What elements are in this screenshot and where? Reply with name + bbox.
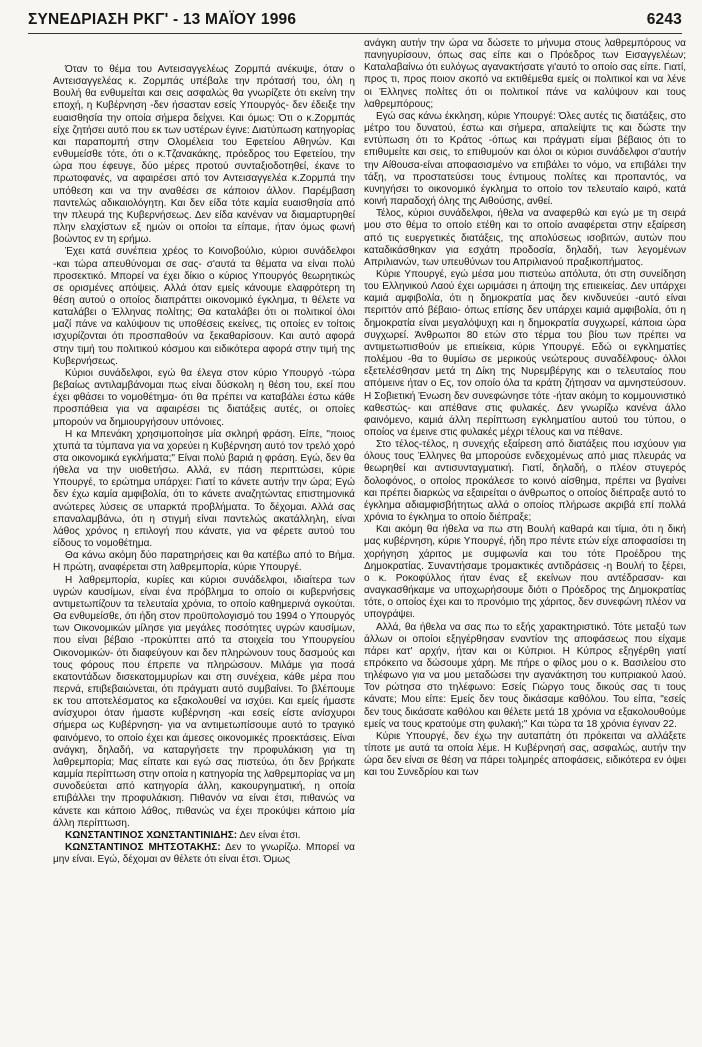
paragraph-text: Εγώ σας κάνω έκκληση, κύριε Υπουργέ: Όλες αυτές τις διατάξεις, στο μέτρο του δυνατού, έστω και σήμερα, απαλείψτε τις και δώστε την εντύπωση ότι το Κράτος -όπως και πράγματι είμαι βέβαιος ότι το επιθυμείτε και σεις, το επιθυμούν και όλοι οι κύριοι συνάδελφοι σ'αυτήν την Αίθουσα-είναι αποφασισμένο να επιβάλει το νόμο, να επιβάλει την τάξη, να προστατεύσει τους έντιμους πολίτες και προπαντός, να κυνηγήσει το οικονομικό έγκλημα το οποίο τον τελευταίο καιρό, κατά κοινή παραδοχή όλης της Αιθούσης, ανθεί.	[364, 110, 686, 208]
paragraph-text: Και ακόμη θα ήθελα να πω στη Βουλή καθαρά και τίμια, ότι η δική μας κυβέρνηση, κύριε Υπουργέ, ήδη προ πέντε ετών είχε αποφασίσει τη χορήγηση χάριτος με συμφωνία και του τότε Προέδρου της Δημοκρατίας. Συναντήσαμε τρομακτικές αντιδράσεις -η Βουλή το ξέρει, ο κ. Ροκοφύλλος ήταν ένας εξ εκείνων που αντέδρασαν- και αναγκασθήκαμε να υποχωρήσουμε διότι ο Πρόεδρος της Δημοκρατίας τότε, ο οποίος έχει και το προνόμιο της χάριτος, δεν συνεφώνη πλέον να υπογράψει.	[364, 524, 686, 621]
paragraph-text: Η λαθρεμπορία, κυρίες και κύριοι συνάδελφοι, ιδιαίτερα των υγρών καυσίμων, είναι ένα πρόβλημα το οποίο οι κυβερνήσεις αντιμετωπίζουν τα τελευταία χρόνια, το οποίο καθημερινά ογκούται. Θα ενθυμείσθε, ότι ήδη στον προϋπολογισμό του 1994 ο Υπουργός των Οικονομικών μίλησε για μεγάλες ποσότητες υγρών καυσίμων, που είναι βέβαιο -προκύπτει από τα στοιχεία του Υπουργείου Οικονομικών- ότι διαφεύγουν και δεν πληρώνουν τους δασμούς και τους φόρους που έπρεπε να πληρώσουν. Μιλάμε για ποσά εκατοντάδων δισεκατομμυρίων και στη συνέχεια, κάθε μέρα που περνά, επιβεβαιώνεται, ότι πράγματι αυτό συμβαίνει. Το βλέπουμε εκ του αποτελέσματος κα εξακολουθεί να ισχύει. Και εμείς ήμαστε ανίσχυροι όταν ήμαστε κυβέρνηση -και εσείς είστε ανίσχυροι σήμερα ως Κυβέρνηση- για να αντιμετωπίσουμε αυτό το τραγικό φαινόμενο, το οποίο έχει και άμεσες οικονομικές προεκτάσεις. Είναι ανάγκη, δηλαδή, να καταργήσετε την προφυλάκιση για τη λαθρεμπορία; Μας είπατε και εγώ σας πιστεύω, ότι δεν βρήκατε καμμία περίπτωση στην οποία η κατηγορία της λαθρεμπορίας να μη συνοδεύεται από κατηγορία άλλη, κακουργηματική, η οποία επιβάλλει την προφυλάκιση. Πιθανόν να είναι έτσι, πιθανώς να κάνετε και κάποιο λάθος, πιθανώς να έχει προκύψει κάποιο μία άλλη περίπτωση.	[53, 574, 355, 829]
page-number: 6243	[646, 11, 682, 28]
paragraph	[364, 731, 686, 780]
speaker-name: ΚΩΝΣΤΑΝΤΙΝΟΣ ΧΩΝΣΤΑΝΤΙΝΙΔΗΣ:	[65, 829, 238, 841]
paragraph	[53, 550, 355, 574]
speaker-paragraph	[53, 842, 355, 866]
paragraph	[364, 524, 686, 621]
paragraph-text: Έχει κατά συνέπεια χρέος το Κοινοβούλιο, κύριοι συνάδελφοι -και τώρα απευθύνομαι σε σας- σ'αυτά τα θέματα να είναι πολύ προσεκτικό. Μπορεί να έχει δίκιο ο κύριος Υπουργός θεωρητικώς σε ορισμένες απόψεις. Αλλά όταν εμείς κάνουμε ελαφρότερη τη θέση αυτού ο οποίος διαπράττει οικονομικό έγκλημα, τι θέλετε να καταλάβει ο Έλληνας πολίτης; Θα καταλάβει ότι οι πολιτικοί όλοι μαζί πάνε να καλύψουν τις υποθέσεις εκείνες, τις οποίες εν τοίτοις ισχυρίζονται ότι προσπαθούν να ξεκαθαρίσουν. Και αυτό αφορά στην τιμή του πολιτικού κόσμου και ειδικότερα αφορά στην τιμή της Κυβερνήσεως.	[53, 246, 355, 367]
paragraph-text: Δεν το γνωρίζω. Μπορεί να μην είναι. Εγώ, δέχομαι αν θέλετε ότι είναι έτσι. Όμως	[53, 842, 355, 866]
paragraph-text: Τέλος, κύριοι συνάδελφοι, ήθελα να αναφερθώ και εγώ με τη σειρά μου στο θέμα το οποίο ετέθη και το οποίο αναφέρεται στην εξαίρεση από τις ευεργετικές διατάξεις, της απολύσεως ισοβιτών, αυτών που καταδικάσθηκαν για εσχάτη προδοσία, δηλαδή, των λεγομένων Απριλιανών, των υπευθύνων του Απριλιανού πραξικοπήματος.	[364, 208, 686, 268]
paragraph-text: Αλλά, θα ήθελα να σας πω το εξής χαρακτηριστικό. Τότε μεταξύ των άλλων οι οποίοι εξηγέρθησαν εναντίον της αποφάσεως που είχαμε πάρει κατ' αρχήν, ήταν και οι Κύπριοι. Η Κύπρος εξηγέρθη γιατί επρόκειτο να δώσουμε χάρη. Με πήρε ο φίλος μου ο κ. Βασιλείου στο τηλέφωνο για να μου μεταδώσει την αγανάκτηση του κυπριακού λαού. Τον ρώτησα στο τηλέφωνο: Εσείς Γιώργο τους δικούς σας τι τους κάνατε; Μου είπε: Εμείς δεν τους δικάσαμε καθόλου. Του είπα, "εσείς δεν τους δικάσατε καθόλου και θέλετε μετά 18 χρόνια να εξακολουθούμε εμείς να τους κρατούμε στη φυλακή;" Και τώρα τα 18 χρόνια έγιναν 22.	[364, 621, 686, 730]
header-title: ΣΥΝΕΔΡΙΑΣΗ ΡΚΓ' - 13 ΜΑΪΟΥ 1996	[28, 11, 297, 28]
paragraph-text: Δεν είναι έτσι.	[239, 829, 301, 841]
speaker-paragraph	[53, 830, 355, 842]
paragraph	[364, 208, 686, 269]
paragraph	[53, 429, 355, 551]
paragraph	[53, 246, 355, 368]
paragraph	[364, 38, 686, 111]
paragraph-text: Η κα Μπενάκη χρησιμοποίησε μία σκληρή φράση. Είπε, "ποιος χτυπά τα τύμπανα για να χορεύει η Κυβέρνηση αυτό τον τρελό χορό στα οικονομικά εγκλήματα;" Είναι πολύ βαριά η φράση. Εγώ, δεν θα ήθελα να την υιοθετήσω. Αλλά, εν πάση περιπτώσει, κύριε Υπουργέ, το ερώτημα υπάρχει: Γιατί το κάνετε αυτήν την ώρα; Εγώ δεν έχω καμία αμφιβολία, ότι το κάνετε αναζητώντας επιστημονικά ανώτερες λύσεις σε υπαρκτά προβλήματα. Το δέχομαι. Αλλά σας επαναλαμβάνω, ότι η στιγμή είναι παντελώς ακατάλληλη, είναι λάθος χρόνος η επιλογή που κάνατε, για να φέρετε αυτού του είδους το νομοθέτημα.	[53, 428, 355, 550]
paragraph-text: Όταν το θέμα του Αντεισαγγελέως Ζορμπά ανέκυψε, όταν ο Αντεισαγγελέας κ. Ζορμπάς υπέβαλε την πρότασή του, όλη η Βουλή θα ενθυμείται και σεις ασφαλώς θα γνωρίζετε ότι εκείνη την εποχή, η Κυβέρνηση -δεν ήσασταν εσείς Υπουργός- δεν έδειξε την ευαισθησία την οποία σήμερα δείχνει. Και όμως: Ότι ο κ.Ζορμπάς είχε ζητήσει αυτό που εκ των υστέρων έγινε: Διατύπωση κατηγορίας και παραπομπή στην Ολομέλεια του Εφετείου Αθηνών. Και ενθυμείσθε τότε, ότι ο κ.Τζανακάκης, πρόεδρος του Εφετείου, την ώρα που έφευγε, δύο μέρες προτού συνταξιοδοτηθεί, έκανε το πρωτοφανές, να αφαιρέσει από τον Αντεισαγγελέα κ.Ζορμπά την υπόθεση και να την αναθέσει σε κάποιον άλλον. Παρέμβαση παντελώς αδικαιολόγητη. Και δεν είδα τότε καμία ευαισθησία από την πλευρά της Κυβερνήσεως. Δεν είδα κανέναν να διαμαρτυρηθεί πλην ελαχίστων εξ ημών οι οποίοι τα είπαμε, ήταν όμως φωνή βοώντος εν τη ερήμω.	[53, 64, 355, 246]
paragraph	[364, 439, 686, 524]
paragraph-text: Κύριοι συνάδελφοι, εγώ θα έλεγα στον κύριο Υπουργό -τώρα βεβαίως αντιλαμβάνομαι πως είναι δύσκολη η θέση του, εκεί που έχει φθάσει το νομοθέτημα- ότι θα πρέπει να καταβάλει έστω κάθε προσπάθεια για να αφαιρέσει τις διατάξεις αυτές, οι οποίες μπορούν να δημιουργήσουν υπόνοιες.	[53, 367, 355, 428]
right-column	[364, 38, 686, 1041]
paragraph-text: Θα κάνω ακόμη δύο παρατηρήσεις και θα κατέβω από το Βήμα. Η πρώτη, αναφέρεται στη λαθρεμπορία, κύριε Υπουργέ.	[53, 550, 355, 574]
paragraph	[53, 64, 355, 246]
left-column	[53, 64, 355, 1041]
paragraph-text: Κύριε Υπουργέ, δεν έχω την αυταπάτη ότι πρόκειται να αλλάξετε τίποτε με αυτά τα οποία λέμε. Η Κυβέρνησή σας, ασφαλώς, αυτήν την ώρα δεν είναι σε θέση να πάρει τολμηρές αποφάσεις, ειδικότερα εν όψει και του Συνεδρίου και των	[364, 730, 686, 779]
paragraph-text: Στο τέλος-τέλος, η συνεχής εξαίρεση από διατάξεις που ισχύουν για όλους τους Έλληνες θα μπορούσε ενδεχομένως από μιας πλευράς να θεωρηθεί και αντισυνταγματική. Γιατί, δηλαδή, ο πλέον στυγερός δολοφόνος, ο οποίος προκάλεσε το κοινό αίσθημα, πρέπει να βγαίνει και πρέπει διαρκώς να εξαιρείται ο άνθρωπος ο οποίος διέπραξε αυτό το έγκλημα αδιαμφισβήτητως αλλά ο οποίος πλήρωσε ακριβά επί πολλά χρόνια το έγκλημα το οποίο διέπραξε;	[364, 439, 686, 524]
paragraph-text: Κύριε Υπουργέ, εγώ μέσα μου πιστεύω απόλυτα, ότι στη συνείδηση του Ελληνικού Λαού έχει ωριμάσει η άποψη της επιεικείας. Δεν υπάρχει καμιά αμφιβολία, ότι η δημοκρατία μας δεν κινδυνεύει -αυτό είναι περιττόν από βέβαιο- όπως επίσης δεν υπάρχει καμιά αμφιβολία, ότι η δημοκρατία είναι μεγαλόψυχη και η δημοκρατία συγχωρεί, κάποια ώρα συγχωρεί. Άνθρωποι 80 ετών στο τέρμα του βίου των πρέπει να αντιμετωπισθούν με επιείκεια, κύριε Υπουργέ. Εδώ οι εγκληματίες πολέμου -θα το θυμίσω σε μερικούς νεώτερους συναδέλφους- όλλοι εξετελέσθησαν μετά τη Δίκη της Νυρεμβέργης και ο τελευταίος που απόμεινε ήταν ο Ες, τον οποίο όλα τα κράτη ζήτησαν να αμνηστεύσουν. Η Σοβιετική Ένωση δεν συνεφώνησε τότε -ήταν ακόμη το κομμουνιστικό καθεστώς- και απέθανε στις φυλακές. Δεν γνωρίζω κανένα άλλο φαινόμενο, καμιά άλλη περίπτωση εγκληματίου αυτού του τύπου, ο οποίος να έμεινε στις φυλακές μέχρι τέλους και να πέθανε.	[364, 268, 686, 438]
page-header	[28, 10, 682, 30]
paragraph	[53, 575, 355, 830]
speaker-name: ΚΩΝΣΤΑΝΤΙΝΟΣ ΜΗΤΣΟΤΑΚΗΣ:	[65, 842, 221, 853]
header-rule	[28, 33, 682, 34]
paragraph	[364, 269, 686, 439]
paragraph-text: ανάγκη αυτήν την ώρα να δώσετε το μήνυμα στους λαθρεμπόρους να πανηγυρίσουν, όπως σας είπε και ο Πρόεδρος των Εισαγγελέων; Καταλαβαίνω ότι ευλόγως αγανακτήσατε γι'αυτό το οποίο σας είπε. Γιατί, προς τι, προς ποιον σκοπό να εκτιθέμεθα εμείς οι πολιτικοί και να λένε οι Έλληνες πολίτες ότι οι πολιτικοί πάνε να καλύψουν και τους λαθρεμπόρους;	[364, 38, 686, 110]
paragraph	[53, 368, 355, 429]
paragraph	[364, 622, 686, 731]
paragraph	[364, 111, 686, 208]
